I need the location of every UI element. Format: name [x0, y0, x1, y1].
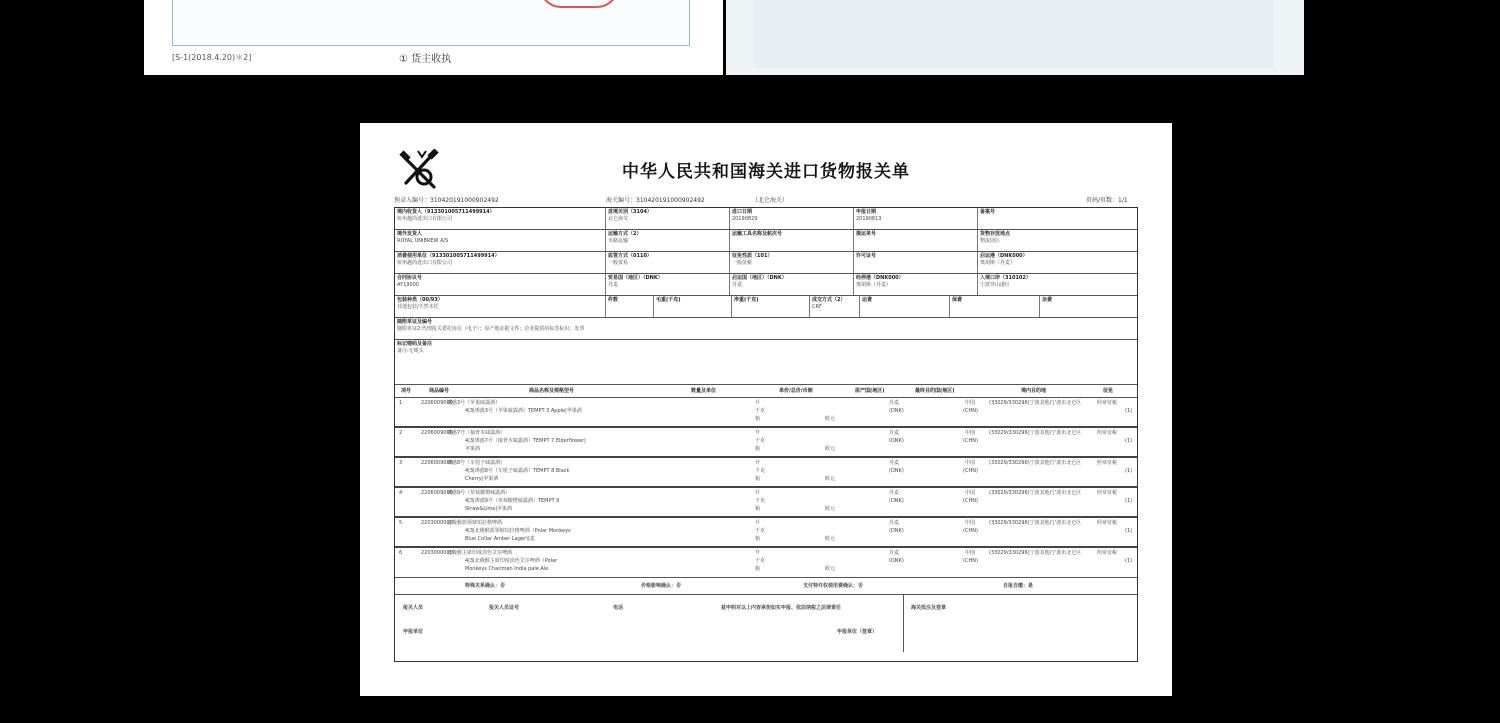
field-value: 一般征税 — [732, 260, 753, 266]
destination-country: 中国 — [965, 550, 976, 556]
destination-code: (CHN) — [963, 408, 978, 414]
origin-country: 丹麦 — [889, 460, 900, 466]
field-value: ROYAL UNIBREW A/S — [397, 238, 449, 244]
table-row — [395, 428, 1137, 458]
item-spec: 4|3|诱惑8号（车厘子味露酒）TEMPT 8 Black — [465, 468, 570, 474]
header-field — [729, 252, 853, 273]
exemption-code: (1) — [1125, 468, 1133, 474]
unit-2: 千克 — [755, 558, 766, 564]
domestic-destination: (33029/330296)宁波其他/宁波市北仑区 — [989, 550, 1082, 556]
currency: 欧元 — [825, 536, 836, 542]
packing-type-cell: 包装种类（00/93） 其他包装/天然木托 — [397, 297, 443, 310]
hs-code: 2203000000 — [421, 550, 453, 556]
col-destination-country: 最终目的国(地区) — [915, 388, 955, 394]
customs-number: 海关编号：310420191000902492 — [606, 197, 705, 204]
header-field — [853, 274, 977, 295]
origin-country: 丹麦 — [889, 400, 900, 406]
unit-2: 千克 — [755, 438, 766, 444]
origin-code: (DNK) — [889, 558, 904, 564]
col-exemption: 征免 — [1103, 388, 1114, 394]
header-field — [605, 274, 729, 295]
item-name: 诱惑9号（草莓酸橙味露酒） — [447, 490, 511, 496]
field-label: 进口日期 — [732, 209, 753, 215]
header-field — [977, 208, 1139, 229]
header-row — [395, 230, 1137, 252]
field-value: 奥胡斯（丹麦） — [980, 260, 1016, 266]
domestic-destination: (33029/330296)宁波其他/宁波市北仑区 — [989, 490, 1082, 496]
field-value: 水路运输 — [608, 238, 629, 244]
item-name: 诱惑3号（苹果味露酒） — [447, 400, 501, 406]
item-no: 5 — [399, 520, 403, 526]
field-label: 监管方式（0110） — [608, 253, 652, 259]
field-value: 宁波穿山港区 — [980, 282, 1011, 288]
items-header — [395, 385, 1137, 398]
col-origin: 原产国(地区) — [855, 388, 885, 394]
exemption-code: (1) — [1125, 528, 1133, 534]
item-spec: 4|3|北极猴主席印度淡色艾尔啤酒（Polar — [465, 558, 558, 564]
exemption: 照章征税 — [1097, 550, 1118, 556]
header-field — [605, 208, 729, 229]
exemption: 照章征税 — [1097, 400, 1118, 406]
unit-3: 箱 — [755, 506, 761, 512]
domestic-destination: (33029/330296)宁波其他/宁波市北仑区 — [989, 400, 1082, 406]
hs-code: 2206009000 — [421, 430, 453, 436]
hs-code: 2206009000 — [421, 490, 453, 496]
unit-1: 升 — [755, 490, 761, 496]
unit-2: 千克 — [755, 408, 766, 414]
field-label: 消费使用单位（913301005711499914） — [397, 253, 500, 259]
top-left-document — [144, 0, 723, 75]
destination-code: (CHN) — [963, 468, 978, 474]
item-spec-cont: 苹果酒 — [465, 446, 481, 452]
field-value: 杭州越尚进出口有限公司 — [397, 216, 453, 222]
origin-code: (DNK) — [889, 438, 904, 444]
destination-country: 中国 — [965, 430, 976, 436]
origin-country: 丹麦 — [889, 490, 900, 496]
page-number: 页码/页数：1/1 — [1086, 197, 1128, 204]
destination-code: (CHN) — [963, 498, 978, 504]
field-label: 备案号 — [980, 209, 996, 215]
domestic-destination: (33029/330296)宁波其他/宁波市北仑区 — [989, 460, 1082, 466]
phone-label: 电话 — [613, 605, 624, 611]
insurance-cell: 保费 — [949, 296, 1039, 317]
header-field — [395, 208, 605, 229]
field-value: 一般贸易 — [608, 260, 629, 266]
destination-country: 中国 — [965, 490, 976, 496]
origin-country: 丹麦 — [889, 430, 900, 436]
field-label: 境外发货人 — [397, 231, 423, 237]
header-field — [977, 230, 1139, 251]
declaration-table — [394, 207, 1138, 662]
field-value: 奥胡斯（丹麦） — [856, 282, 892, 288]
declaring-unit-seal: 申报单位（签章） — [837, 629, 878, 635]
price-influence: 价格影响确认：否 — [641, 583, 682, 589]
field-label: 启运国（地区）（DNK） — [732, 275, 787, 281]
freight-cell: 运费 — [859, 296, 949, 317]
exemption-code: (1) — [1125, 438, 1133, 444]
exemption: 照章征税 — [1097, 430, 1118, 436]
hs-code: 2206009000 — [421, 460, 453, 466]
item-spec-cont: Blue Collar Amber Lager)|麦 — [465, 536, 535, 542]
item-name: 诱惑7号（接骨木味露酒） — [447, 430, 506, 436]
header-field — [395, 230, 605, 251]
table-row — [395, 548, 1137, 578]
item-spec: 4|3|诱惑7号（接骨木味露酒）TEMPT 7 Elderflower| — [465, 438, 586, 444]
field-label: 提运单号 — [856, 231, 877, 237]
header-field — [977, 252, 1139, 273]
customs-name: （北仑海关） — [752, 197, 789, 204]
item-no: 3 — [399, 460, 403, 466]
destination-code: (CHN) — [963, 528, 978, 534]
field-label: 征免性质（101） — [732, 253, 773, 259]
confirmation-row — [395, 578, 1137, 595]
special-relationship: 特殊关系确认：否 — [465, 583, 506, 589]
item-name: 北极猴蓝领琥珀拉格啤酒 — [447, 520, 503, 526]
net-weight-cell: 净重(千克) — [731, 296, 809, 317]
origin-code: (DNK) — [889, 528, 904, 534]
field-value: 20190829 — [732, 216, 758, 222]
item-spec-cont: Monkeys Chairman India pale Ale — [465, 566, 549, 572]
item-spec-cont: Cherry|苹果酒 — [465, 476, 499, 482]
header-field — [729, 274, 853, 295]
col-quantity: 数量及单位 — [691, 388, 717, 394]
unit-2: 千克 — [755, 528, 766, 534]
unit-3: 箱 — [755, 536, 761, 542]
customs-declaration-form — [360, 123, 1172, 696]
table-row — [395, 398, 1137, 428]
field-value: 丹麦 — [608, 282, 619, 288]
field-label: 运输方式（2） — [608, 231, 642, 237]
field-value: 物流园区 — [980, 238, 1001, 244]
exemption: 照章征税 — [1097, 490, 1118, 496]
field-value: 杭州越尚进出口有限公司 — [397, 260, 453, 266]
unit-1: 升 — [755, 430, 761, 436]
unit-1: 升 — [755, 460, 761, 466]
hs-code: 2206009000 — [421, 400, 453, 406]
pieces-cell: 件数 — [605, 296, 653, 317]
trade-terms-cell: 成交方式（2） CRF — [809, 296, 859, 317]
document-frame — [754, 0, 1274, 68]
declarant-label: 报关人员 — [403, 605, 424, 611]
header-field — [853, 252, 977, 273]
currency: 欧元 — [825, 476, 836, 482]
header-field — [729, 230, 853, 251]
document-frame — [172, 0, 690, 46]
form-title: 中华人民共和国海关进口货物报关单 — [622, 162, 910, 182]
currency: 欧元 — [825, 506, 836, 512]
field-label: 申报日期 — [856, 209, 877, 215]
destination-code: (CHN) — [963, 558, 978, 564]
item-no: 4 — [399, 490, 403, 496]
unit-1: 升 — [755, 520, 761, 526]
signature-section — [395, 595, 1137, 652]
header-section — [395, 208, 1137, 296]
domestic-destination: (33029/330296)宁波其他/宁波市北仑区 — [989, 430, 1082, 436]
item-spec-cont: Straw&Lime|苹果酒 — [465, 506, 513, 512]
origin-code: (DNK) — [889, 408, 904, 414]
destination-country: 中国 — [965, 460, 976, 466]
item-spec: 4|3|北极猴蓝领琥珀拉格啤酒（Polar Monkeys — [465, 528, 571, 534]
field-label: 许可证号 — [856, 253, 877, 259]
col-description: 商品名称及规格型号 — [529, 388, 575, 394]
currency: 欧元 — [825, 416, 836, 422]
col-hs-code: 商品编号 — [429, 388, 450, 394]
header-field — [395, 252, 605, 273]
field-label: 启运港（DNK000） — [980, 253, 1028, 259]
origin-country: 丹麦 — [889, 520, 900, 526]
item-no: 2 — [399, 430, 403, 436]
header-row — [395, 208, 1137, 230]
item-no: 1 — [399, 400, 403, 406]
col-price: 单价/总价/币制 — [779, 388, 813, 394]
top-right-document — [726, 0, 1304, 75]
packing-row — [395, 296, 1137, 318]
copy-label: ① 货主收执 — [399, 54, 452, 65]
origin-code: (DNK) — [889, 498, 904, 504]
currency: 欧元 — [825, 446, 836, 452]
exemption-code: (1) — [1125, 558, 1133, 564]
unit-2: 千克 — [755, 498, 766, 504]
pre-entry-number: 预录入编号：310420191000902492 — [394, 197, 499, 204]
table-row — [395, 518, 1137, 548]
header-row — [395, 252, 1137, 274]
exemption-code: (1) — [1125, 408, 1133, 414]
items-list — [395, 398, 1137, 578]
destination-country: 中国 — [965, 520, 976, 526]
field-label: 货物存放地点 — [980, 231, 1011, 237]
table-row — [395, 458, 1137, 488]
domestic-destination: (33029/330296)宁波其他/宁波市北仑区 — [989, 520, 1082, 526]
unit-1: 升 — [755, 400, 761, 406]
unit-3: 箱 — [755, 476, 761, 482]
attached-documents-row: 随附单证及编号 随附单证2:代理报关委托协议（电子）；原产地证据文件；企业提供的标签标识；发票 — [395, 318, 1137, 340]
royalty-confirmation: 支付特许权使用费确认：否 — [803, 583, 864, 589]
item-name: 诱惑8号（车厘子味露酒） — [447, 460, 506, 466]
self-declaration: 自报自缴：是 — [1003, 583, 1034, 589]
header-field — [395, 274, 605, 295]
unit-3: 箱 — [755, 446, 761, 452]
declaring-unit-label: 申报单位 — [403, 629, 424, 635]
field-label: 进境关别（3104） — [608, 209, 652, 215]
header-field — [729, 208, 853, 229]
header-field — [853, 208, 977, 229]
unit-3: 箱 — [755, 566, 761, 572]
field-label: 入境口岸（310102） — [980, 275, 1031, 281]
customs-remarks-label: 海关批注及签章 — [911, 605, 947, 611]
field-value: 北仑海关 — [608, 216, 629, 222]
origin-code: (DNK) — [889, 468, 904, 474]
field-value: 丹麦 — [732, 282, 743, 288]
field-label: 贸易国（地区）（DNK） — [608, 275, 663, 281]
misc-charges-cell: 杂费 — [1039, 296, 1139, 317]
signature-divider — [903, 595, 904, 652]
unit-3: 箱 — [755, 416, 761, 422]
header-row — [395, 274, 1137, 296]
exemption: 照章征税 — [1097, 520, 1118, 526]
field-label: 境内收货人（913301005711499914） — [397, 209, 495, 215]
legal-statement: 兹申明对以上内容承担如实申报、依法纳税之法律责任 — [721, 605, 842, 611]
field-label: 运输工具名称及航次号 — [732, 231, 783, 237]
form-code: [S-1(2018.4.20)＊2] — [172, 53, 252, 62]
item-spec: 4|3|诱惑9号（草莓酸橙味露酒）TEMPT 9 — [465, 498, 560, 504]
item-name: 北极猴主席印度淡色艾尔啤酒 — [447, 550, 513, 556]
field-label: 经停港（DNK000） — [856, 275, 904, 281]
hs-code: 2203000000 — [421, 520, 453, 526]
destination-country: 中国 — [965, 400, 976, 406]
origin-country: 丹麦 — [889, 550, 900, 556]
gross-weight-cell: 毛重(千克) — [653, 296, 731, 317]
destination-code: (CHN) — [963, 438, 978, 444]
header-field — [605, 252, 729, 273]
col-domestic-destination: 境内目的地 — [1021, 388, 1047, 394]
marks-remarks-row: 标记唛码及备注 备注:无唛头 — [395, 340, 1137, 385]
exemption-code: (1) — [1125, 498, 1133, 504]
col-item-no: 项号 — [401, 388, 412, 394]
field-label: 合同协议号 — [397, 275, 423, 281]
header-field — [977, 274, 1139, 295]
item-spec: 4|3|诱惑3号（苹果味露酒）TEMPT 3 Apple|苹果酒 — [465, 408, 582, 414]
field-value: AY19000 — [397, 282, 419, 288]
field-value: 20190813 — [856, 216, 882, 222]
exemption: 照章征税 — [1097, 460, 1118, 466]
unit-2: 千克 — [755, 468, 766, 474]
currency: 欧元 — [825, 566, 836, 572]
item-no: 6 — [399, 550, 403, 556]
table-row — [395, 488, 1137, 518]
header-field — [853, 230, 977, 251]
declarant-id-label: 报关人员证号 — [489, 605, 520, 611]
header-field — [605, 230, 729, 251]
unit-1: 升 — [755, 550, 761, 556]
